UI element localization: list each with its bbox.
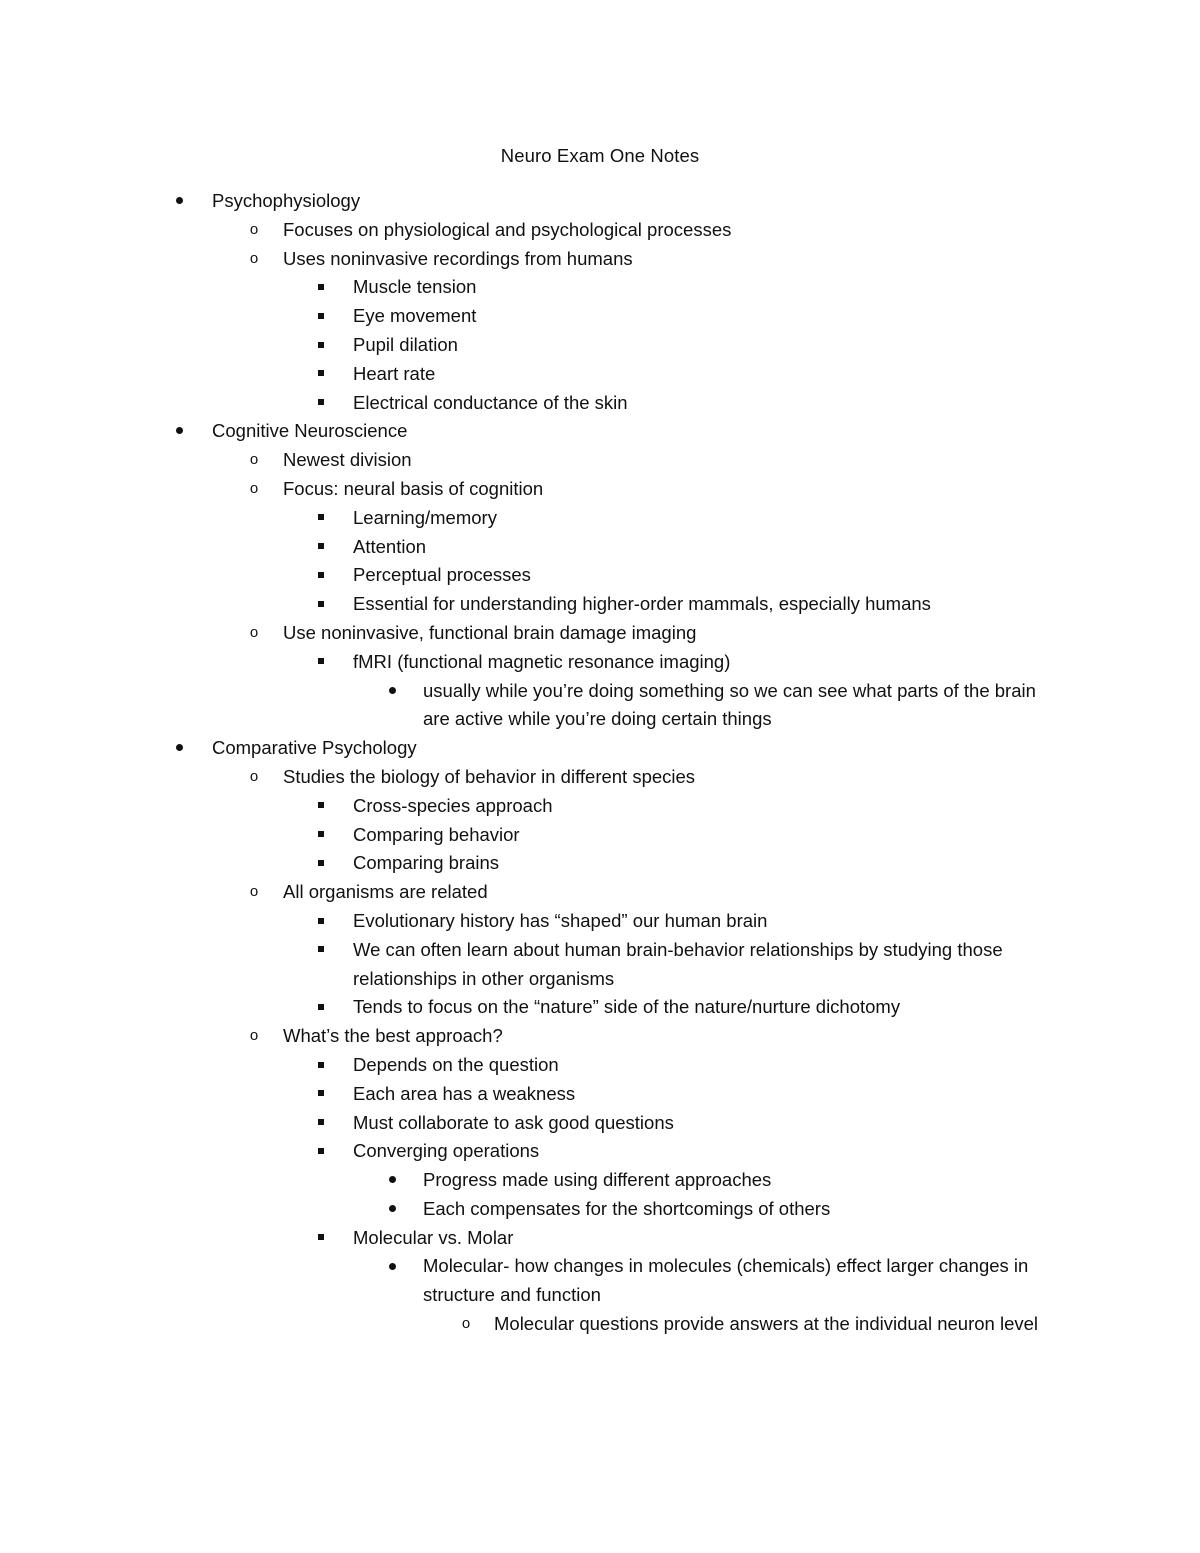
round-bullet-icon (171, 734, 187, 763)
list-item-level-4 (0, 677, 1200, 735)
list-item-text: Learning/memory (353, 506, 497, 528)
list-item-text: Tends to focus on the “nature” side of the nature/nurture dichotomy (353, 996, 901, 1018)
square-bullet-icon (313, 1137, 329, 1166)
list-item-level-2 (0, 1022, 1200, 1051)
list-item-level-4 (0, 1252, 1200, 1310)
hollow-bullet-icon: o (249, 767, 259, 785)
square-bullet-icon (313, 331, 329, 360)
list-item-level-2 (0, 619, 1200, 648)
list-item-level-3 (0, 1224, 1200, 1253)
list-item-text: Evolutionary history has “shaped” our human brain (353, 909, 768, 931)
list-item-text: Attention (353, 535, 427, 557)
square-bullet-icon (313, 1080, 329, 1109)
square-bullet-icon (313, 1109, 329, 1138)
list-item-text: We can often learn about human brain-behavior relationships by studying those relationships in other organisms (353, 938, 1003, 989)
square-bullet-icon (313, 1051, 329, 1080)
list-item-text: What’s the best approach? (283, 1025, 503, 1047)
list-item-level-3 (0, 302, 1200, 331)
list-item-level-3 (0, 389, 1200, 418)
list-item-level-3 (0, 936, 1200, 994)
square-bullet-icon (313, 389, 329, 418)
list-item-text: Studies the biology of behavior in different species (283, 765, 696, 787)
list-item-level-3 (0, 590, 1200, 619)
hollow-bullet-icon: o (249, 479, 259, 497)
list-item-level-3 (0, 1080, 1200, 1109)
list-item-level-2 (0, 475, 1200, 504)
list-item-level-4 (0, 1195, 1200, 1224)
list-item-text: All organisms are related (283, 881, 488, 903)
list-item-level-3 (0, 821, 1200, 850)
square-bullet-icon (313, 993, 329, 1022)
list-item-text: Must collaborate to ask good questions (353, 1111, 674, 1133)
list-item-text: Converging operations (353, 1140, 540, 1162)
list-item-text: Each compensates for the shortcomings of others (423, 1197, 831, 1219)
round-bullet-icon (384, 1252, 400, 1281)
list-item-level-3 (0, 1137, 1200, 1166)
square-bullet-icon (313, 561, 329, 590)
square-bullet-icon (313, 533, 329, 562)
hollow-bullet-icon: o (249, 249, 259, 267)
list-item-level-3 (0, 273, 1200, 302)
list-item-text: Progress made using different approaches (423, 1169, 772, 1191)
page-title: Neuro Exam One Notes (500, 145, 700, 166)
hollow-bullet-icon: o (249, 623, 259, 641)
list-item-level-3 (0, 1051, 1200, 1080)
list-item-text: Comparative Psychology (212, 737, 417, 759)
list-item-text: Electrical conductance of the skin (353, 391, 628, 413)
list-item-text: Molecular vs. Molar (353, 1226, 514, 1248)
list-item-level-5 (0, 1310, 1200, 1339)
list-item-text: Focus: neural basis of cognition (283, 477, 544, 499)
list-item-text: fMRI (functional magnetic resonance imaging) (353, 650, 731, 672)
square-bullet-icon (313, 273, 329, 302)
round-bullet-icon (384, 677, 400, 706)
hollow-bullet-icon: o (249, 1027, 259, 1045)
list-item-level-2 (0, 763, 1200, 792)
hollow-bullet-icon: o (249, 451, 259, 469)
list-item-text: Molecular- how changes in molecules (chemicals) effect larger changes in structure and function (423, 1255, 1029, 1306)
square-bullet-icon (313, 504, 329, 533)
list-item-text: Newest division (283, 449, 412, 471)
list-item-text: Uses noninvasive recordings from humans (283, 247, 633, 269)
list-item-level-1 (0, 734, 1200, 763)
list-item-text: Comparing brains (353, 852, 500, 874)
list-item-text: Cognitive Neuroscience (212, 420, 408, 442)
square-bullet-icon (313, 849, 329, 878)
round-bullet-icon (384, 1166, 400, 1195)
list-item-level-3 (0, 1109, 1200, 1138)
square-bullet-icon (313, 936, 329, 965)
round-bullet-icon (384, 1195, 400, 1224)
list-item-level-2 (0, 216, 1200, 245)
hollow-bullet-icon: o (249, 220, 259, 238)
square-bullet-icon (313, 1224, 329, 1253)
list-item-level-3 (0, 792, 1200, 821)
list-item-level-3 (0, 648, 1200, 677)
list-item-text: Each area has a weakness (353, 1082, 576, 1104)
list-item-text: Focuses on physiological and psychological processes (283, 218, 732, 240)
round-bullet-icon (171, 187, 187, 216)
list-item-text: Pupil dilation (353, 333, 458, 355)
list-item-level-3 (0, 561, 1200, 590)
list-item-text: Heart rate (353, 362, 436, 384)
notes-outline (0, 187, 1200, 1339)
square-bullet-icon (313, 302, 329, 331)
list-item-text: Molecular questions provide answers at the individual neuron level (494, 1313, 1039, 1335)
list-item-level-3 (0, 907, 1200, 936)
list-item-text: Eye movement (353, 305, 477, 327)
list-item-level-3 (0, 504, 1200, 533)
list-item-level-3 (0, 533, 1200, 562)
list-item-level-3 (0, 993, 1200, 1022)
round-bullet-icon (171, 417, 187, 446)
list-item-text: Essential for understanding higher-order mammals, especially humans (353, 593, 931, 615)
hollow-bullet-icon: o (249, 883, 259, 901)
hollow-bullet-icon: o (461, 1315, 471, 1333)
square-bullet-icon (313, 821, 329, 850)
list-item-text: Comparing behavior (353, 823, 520, 845)
list-item-level-1 (0, 187, 1200, 216)
square-bullet-icon (313, 907, 329, 936)
list-item-level-1 (0, 417, 1200, 446)
square-bullet-icon (313, 792, 329, 821)
list-item-text: Psychophysiology (212, 190, 361, 211)
list-item-level-2 (0, 446, 1200, 475)
list-item-text: usually while you’re doing something so we can see what parts of the brain are active while you’re doing certain things (423, 679, 1036, 730)
square-bullet-icon (313, 648, 329, 677)
square-bullet-icon (313, 590, 329, 619)
list-item-text: Muscle tension (353, 276, 477, 298)
list-item-level-3 (0, 360, 1200, 389)
list-item-level-2 (0, 245, 1200, 274)
list-item-text: Perceptual processes (353, 564, 531, 586)
square-bullet-icon (313, 360, 329, 389)
list-item-level-3 (0, 849, 1200, 878)
list-item-text: Cross-species approach (353, 794, 553, 816)
list-item-level-2 (0, 878, 1200, 907)
list-item-level-4 (0, 1166, 1200, 1195)
list-item-level-3 (0, 331, 1200, 360)
list-item-text: Depends on the question (353, 1053, 559, 1075)
list-item-text: Use noninvasive, functional brain damage imaging (283, 621, 697, 643)
